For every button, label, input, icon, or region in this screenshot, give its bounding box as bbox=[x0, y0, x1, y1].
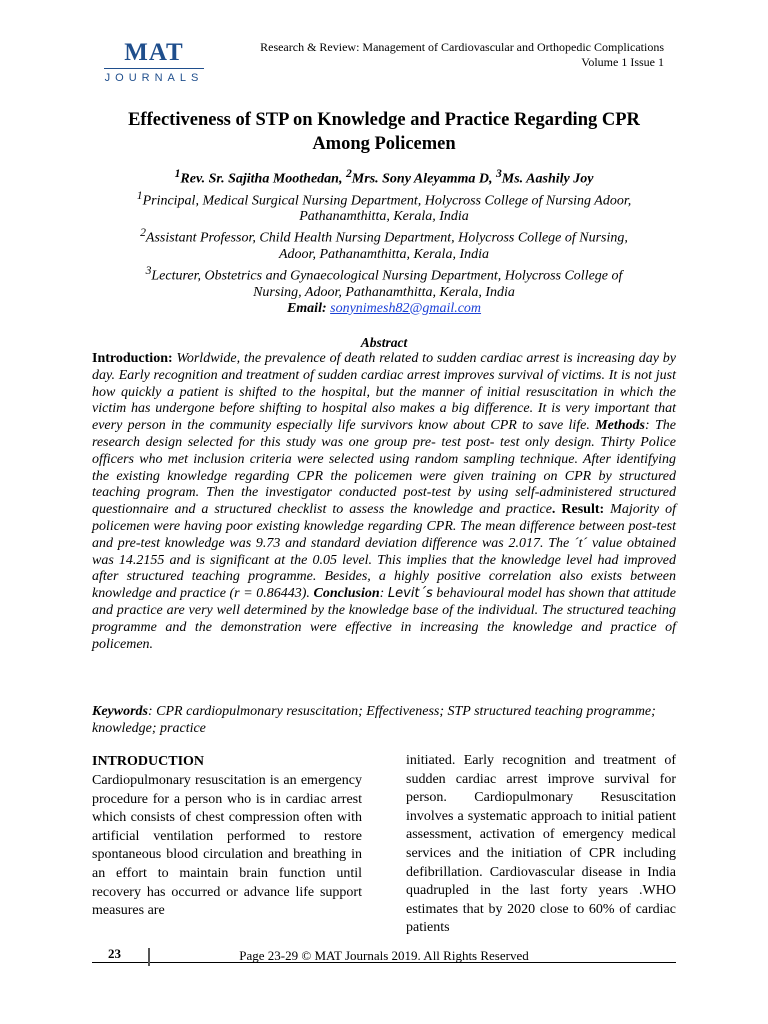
affiliation-1 bbox=[92, 188, 676, 226]
keywords-label: Keywords bbox=[92, 704, 148, 719]
affiliation-1-line-2: Pathanamthitta, Kerala, India bbox=[299, 209, 469, 225]
email-link[interactable]: sonynimesh82@gmail.com bbox=[330, 300, 482, 316]
methods-text: : The research design selected for this study was one group pre- test post- test only design. Thirty Police officers who met inclusion criteria were selected using random sampling technique. After identifying the existing knowledge regarding CPR the policemen were given training on CPR by structured teaching program. Then the investigator conducted post-test by using self-administered structured questionnaire and a structured checklist to assess the knowledge and practice bbox=[92, 418, 676, 518]
affiliation-2-line-1: Assistant Professor, Child Health Nursing Department, Holycross College of Nursing, bbox=[145, 230, 628, 246]
affiliation-2 bbox=[92, 225, 676, 263]
title-line-2: Among Policemen bbox=[312, 134, 456, 154]
conclusion-text: behavioural model has shown that attitude and practice are very well determined by the knowledge base of the individual. The structured teaching programme and the demonstration were effective in increasing the knowledge and practice of policemen. bbox=[92, 586, 676, 652]
introduction-right-text: initiated. Early recognition and treatment of sudden cardiac arrest improve survival for person. Cardiopulmonary Resuscitation involves a systematic approach to initial patient assessment, activation of emergency medical services and the initiation of CPR including defibrillation. Cardiovascular disease in India quadrupled in the last forty years .WHO estimates that by 2020 close to 60% of cardiac patients bbox=[406, 753, 676, 936]
affiliation-2-sup: 2 bbox=[140, 226, 146, 240]
affiliation-3-line-2: Nursing, Adoor, Pathanamthitta, Kerala, India bbox=[253, 284, 515, 300]
journal-logo bbox=[98, 40, 210, 86]
logo-journals-text: JOURNALS bbox=[104, 72, 204, 84]
email-line bbox=[92, 301, 676, 317]
affiliation-2-line-2: Adoor, Pathanamthitta, Kerala, India bbox=[279, 246, 489, 262]
left-column bbox=[92, 752, 362, 921]
logo-mat-text: MAT bbox=[124, 39, 184, 66]
footer-copyright: Page 23-29 © MAT Journals 2019. All Rights Reserved bbox=[239, 948, 529, 963]
author-2: Mrs. Sony Aleyamma D, bbox=[351, 171, 496, 187]
methods-label: Methods bbox=[595, 418, 646, 434]
keywords-text: : CPR cardiopulmonary resuscitation; Effectiveness; STP structured teaching programme; knowledge; practice bbox=[92, 704, 656, 736]
author-names bbox=[92, 166, 676, 188]
abstract-body bbox=[92, 351, 676, 653]
affiliation-1-sup: 1 bbox=[136, 188, 143, 202]
levit-text: Levit´s bbox=[387, 586, 433, 602]
running-head bbox=[260, 40, 664, 70]
introduction-left-text: Cardiopulmonary resuscitation is an emergency procedure for a person who is in cardiac arrest which consists of chest compression often with artificial ventilation performed to restore spontaneous blood circulation and breathing in an effort to maintain brain function until recovery has occurred or advance life support measures are bbox=[92, 773, 362, 919]
affiliation-3 bbox=[92, 263, 676, 301]
methods-end: . bbox=[551, 502, 556, 518]
title-line-1: Effectiveness of STP on Knowledge and Practice Regarding CPR bbox=[128, 110, 640, 130]
author-2-sup: 2 bbox=[345, 167, 352, 180]
page-footer bbox=[92, 946, 676, 968]
conclusion-colon: : bbox=[379, 586, 388, 602]
conclusion-label: Conclusion bbox=[313, 586, 380, 602]
affiliation-3-line-1: Lecturer, Obstetrics and Gynaecological Nursing Department, Holycross College of bbox=[151, 268, 623, 284]
introduction-label: Introduction: bbox=[92, 351, 173, 366]
author-block bbox=[92, 166, 676, 317]
result-label: Result: bbox=[561, 502, 605, 518]
right-column bbox=[406, 752, 676, 938]
email-label: Email: bbox=[286, 300, 327, 316]
result-text: Majority of policemen were having poor existing knowledge regarding CPR. The mean difference between post-test and pre-test knowledge was 9.73 and standard deviation difference was 2.017. The ´t´ value obtained was 14.2155 and is significant at the 0.05 level. This implies that the knowledge level had improved after structured teaching programme. Besides, a highly positive correlation also exists between knowledge and practice (r = 0.86443). bbox=[92, 502, 677, 602]
logo-divider bbox=[104, 68, 204, 69]
journal-name: Research & Review: Management of Cardiovascular and Orthopedic Complications bbox=[260, 40, 664, 54]
introduction-text: Worldwide, the prevalence of death related to sudden cardiac arrest is increasing day by day. Early recognition and treatment of sudden cardiac arrest improves survival of victims. It is not just how quickly a patient is shifted to the hospital, but the manner of initial resuscitation in which the victim has undergone before shifting to hospital also makes a big difference. It is very important that every person in the community especially life survivors know about CPR to save life. bbox=[92, 351, 676, 434]
author-1-sup: 1 bbox=[174, 167, 181, 180]
volume-issue: Volume 1 Issue 1 bbox=[581, 55, 664, 69]
author-3: Ms. Aashily Joy bbox=[501, 171, 594, 187]
introduction-heading: INTRODUCTION bbox=[92, 754, 205, 769]
abstract-heading: Abstract bbox=[360, 335, 408, 350]
paper-title bbox=[80, 108, 688, 156]
affiliation-1-line-1: Principal, Medical Surgical Nursing Department, Holycross College of Nursing Adoor, bbox=[142, 193, 632, 209]
author-3-sup: 3 bbox=[495, 167, 502, 180]
keywords bbox=[92, 703, 676, 737]
page-number: 23 bbox=[108, 946, 121, 961]
author-1: Rev. Sr. Sajitha Moothedan, bbox=[180, 171, 346, 187]
affiliation-3-sup: 3 bbox=[145, 263, 152, 277]
